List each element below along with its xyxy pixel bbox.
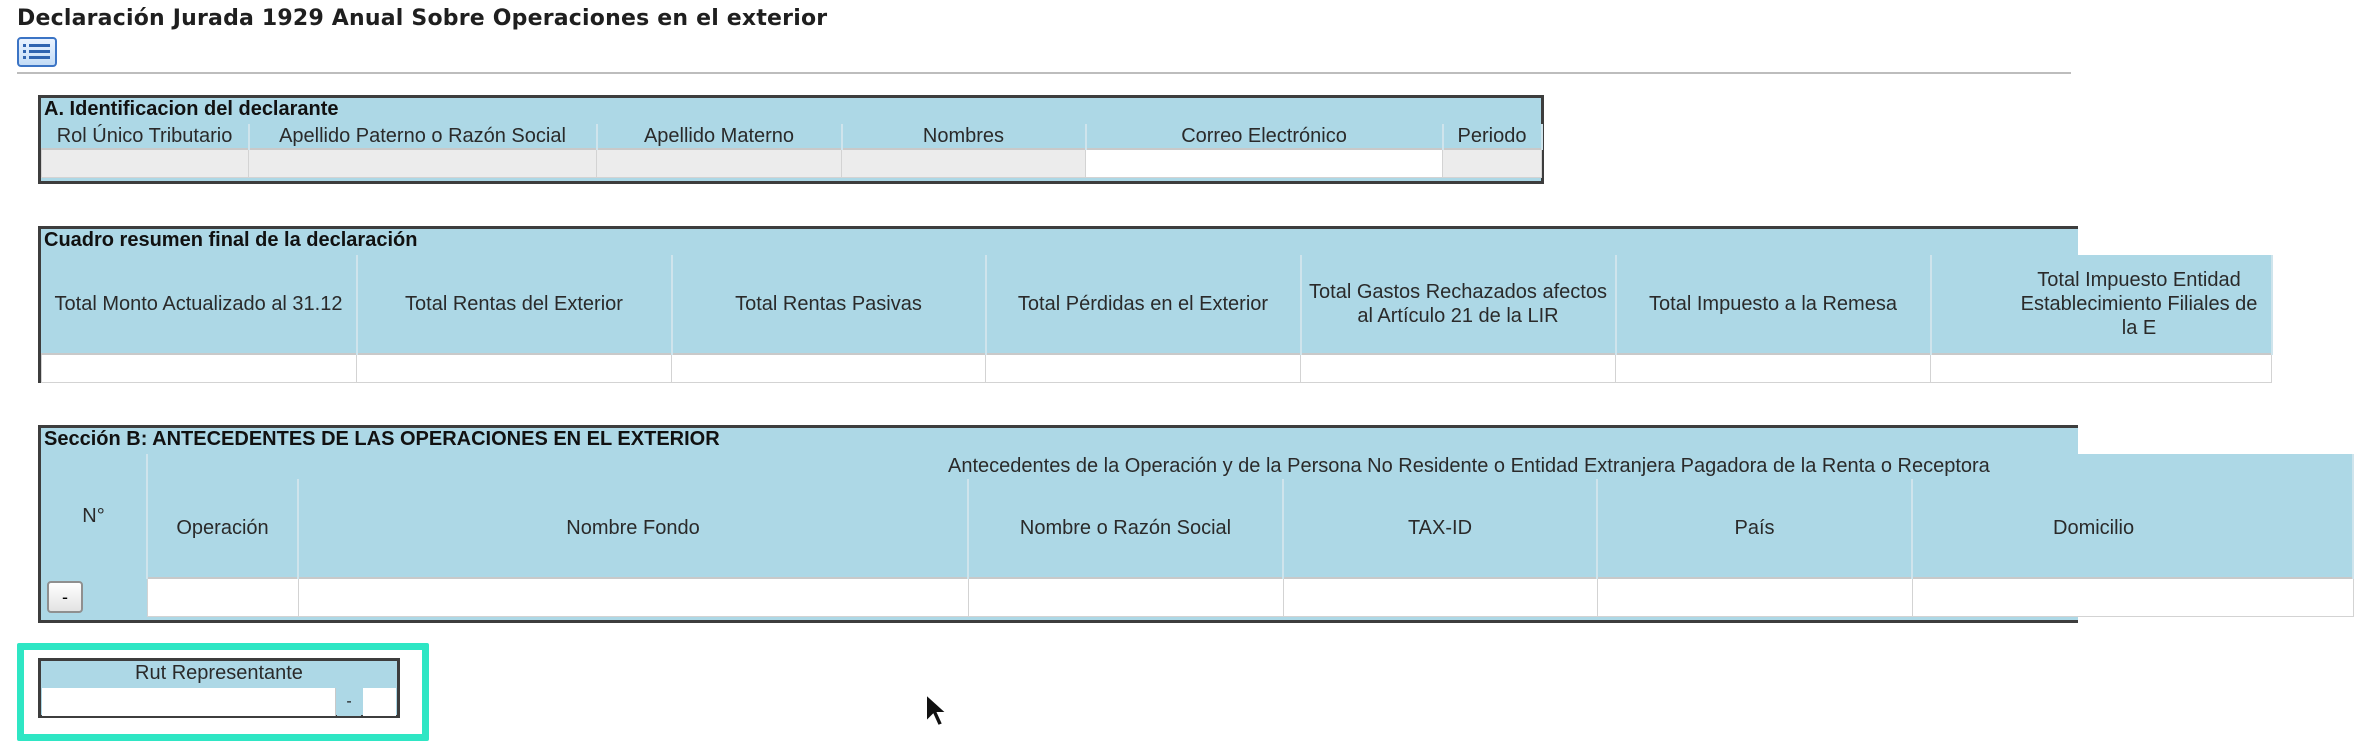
nombres-field	[842, 149, 1086, 178]
total-impuesto-remesa-value	[1616, 354, 1931, 383]
rut-separator: -	[337, 688, 361, 716]
domicilio-field[interactable]	[1912, 578, 2353, 616]
nombre-razon-social-field[interactable]	[968, 578, 1283, 616]
section-a-table	[41, 124, 1543, 178]
page-title: Declaración Jurada 1929 Anual Sobre Operaciones en el exterior	[17, 6, 828, 31]
apellido-paterno-field	[249, 149, 597, 178]
section-a-input-row	[42, 149, 1542, 178]
summary-values-row	[42, 354, 2272, 383]
col-total-impuesto-remesa: Total Impuesto a la Remesa	[1616, 255, 1931, 354]
summary-title: Cuadro resumen final de la declaración	[44, 229, 418, 251]
col-nombres: Nombres	[842, 124, 1086, 149]
table-row	[41, 578, 2353, 616]
total-rentas-exterior-value	[357, 354, 672, 383]
periodo-field	[1443, 149, 1542, 178]
total-impuesto-entidad-value	[1931, 354, 2272, 383]
col-pais: País	[1597, 479, 1912, 578]
section-b-header-row	[41, 479, 2353, 578]
col-tax-id: TAX-ID	[1283, 479, 1597, 578]
total-rentas-pasivas-value	[672, 354, 986, 383]
col-nombre-razon-social: Nombre o Razón Social	[968, 479, 1283, 578]
col-nombre-fondo: Nombre Fondo	[298, 479, 968, 578]
list-icon	[19, 39, 55, 65]
section-a-panel	[38, 95, 1544, 184]
col-total-gastos-rechazados: Total Gastos Rechazados afectos al Artículo 21 de la LIR	[1301, 255, 1616, 354]
highlight-frame	[17, 643, 429, 741]
col-total-rentas-pasivas: Total Rentas Pasivas	[672, 255, 986, 354]
section-a-header-row	[42, 124, 1542, 149]
col-apellido-materno: Apellido Materno	[597, 124, 842, 149]
col-total-perdidas: Total Pérdidas en el Exterior	[986, 255, 1301, 354]
col-periodo: Periodo	[1443, 124, 1542, 149]
section-b-panel	[38, 425, 2135, 623]
col-domicilio: Domicilio	[1912, 479, 2353, 578]
title-divider	[17, 72, 2071, 74]
rut-representante-label: Rut Representante	[135, 662, 303, 684]
col-correo: Correo Electrónico	[1086, 124, 1443, 149]
section-b-title: Sección B: ANTECEDENTES DE LAS OPERACIONES EN EL EXTERIOR	[44, 428, 720, 450]
operacion-field[interactable]	[147, 578, 298, 616]
section-a-title: A. Identificacion del declarante	[44, 98, 339, 120]
col-total-rentas-exterior: Total Rentas del Exterior	[357, 255, 672, 354]
col-total-monto: Total Monto Actualizado al 31.12	[42, 255, 357, 354]
total-gastos-value	[1301, 354, 1616, 383]
col-total-impuesto-entidad: Total Impuesto Entidad Establecimiento Filiales de la E	[1931, 255, 2272, 354]
summary-panel	[38, 226, 2258, 383]
apellido-materno-field	[597, 149, 842, 178]
summary-table	[41, 255, 2273, 383]
row-number-cell	[41, 578, 147, 616]
summary-header-row	[42, 255, 2272, 354]
mouse-cursor-icon	[924, 692, 950, 730]
pais-field[interactable]	[1597, 578, 1912, 616]
section-b-table	[41, 454, 2354, 617]
col-numero: N°	[41, 454, 147, 578]
list-view-button[interactable]	[17, 37, 57, 67]
col-operacion: Operación	[147, 479, 298, 578]
col-apellido-paterno: Apellido Paterno o Razón Social	[249, 124, 597, 149]
total-monto-value	[42, 354, 357, 383]
correo-field[interactable]	[1086, 149, 1443, 178]
col-rut: Rol Único Tributario	[42, 124, 249, 149]
tax-id-field[interactable]	[1283, 578, 1597, 616]
nombre-fondo-field[interactable]	[298, 578, 968, 616]
rut-field	[42, 149, 249, 178]
section-b-group-header: Antecedentes de la Operación y de la Persona No Residente o Entidad Extranjera Pagadora de la Renta o Receptora	[147, 454, 2353, 479]
total-perdidas-value	[986, 354, 1301, 383]
remove-row-button[interactable]: -	[47, 581, 83, 613]
